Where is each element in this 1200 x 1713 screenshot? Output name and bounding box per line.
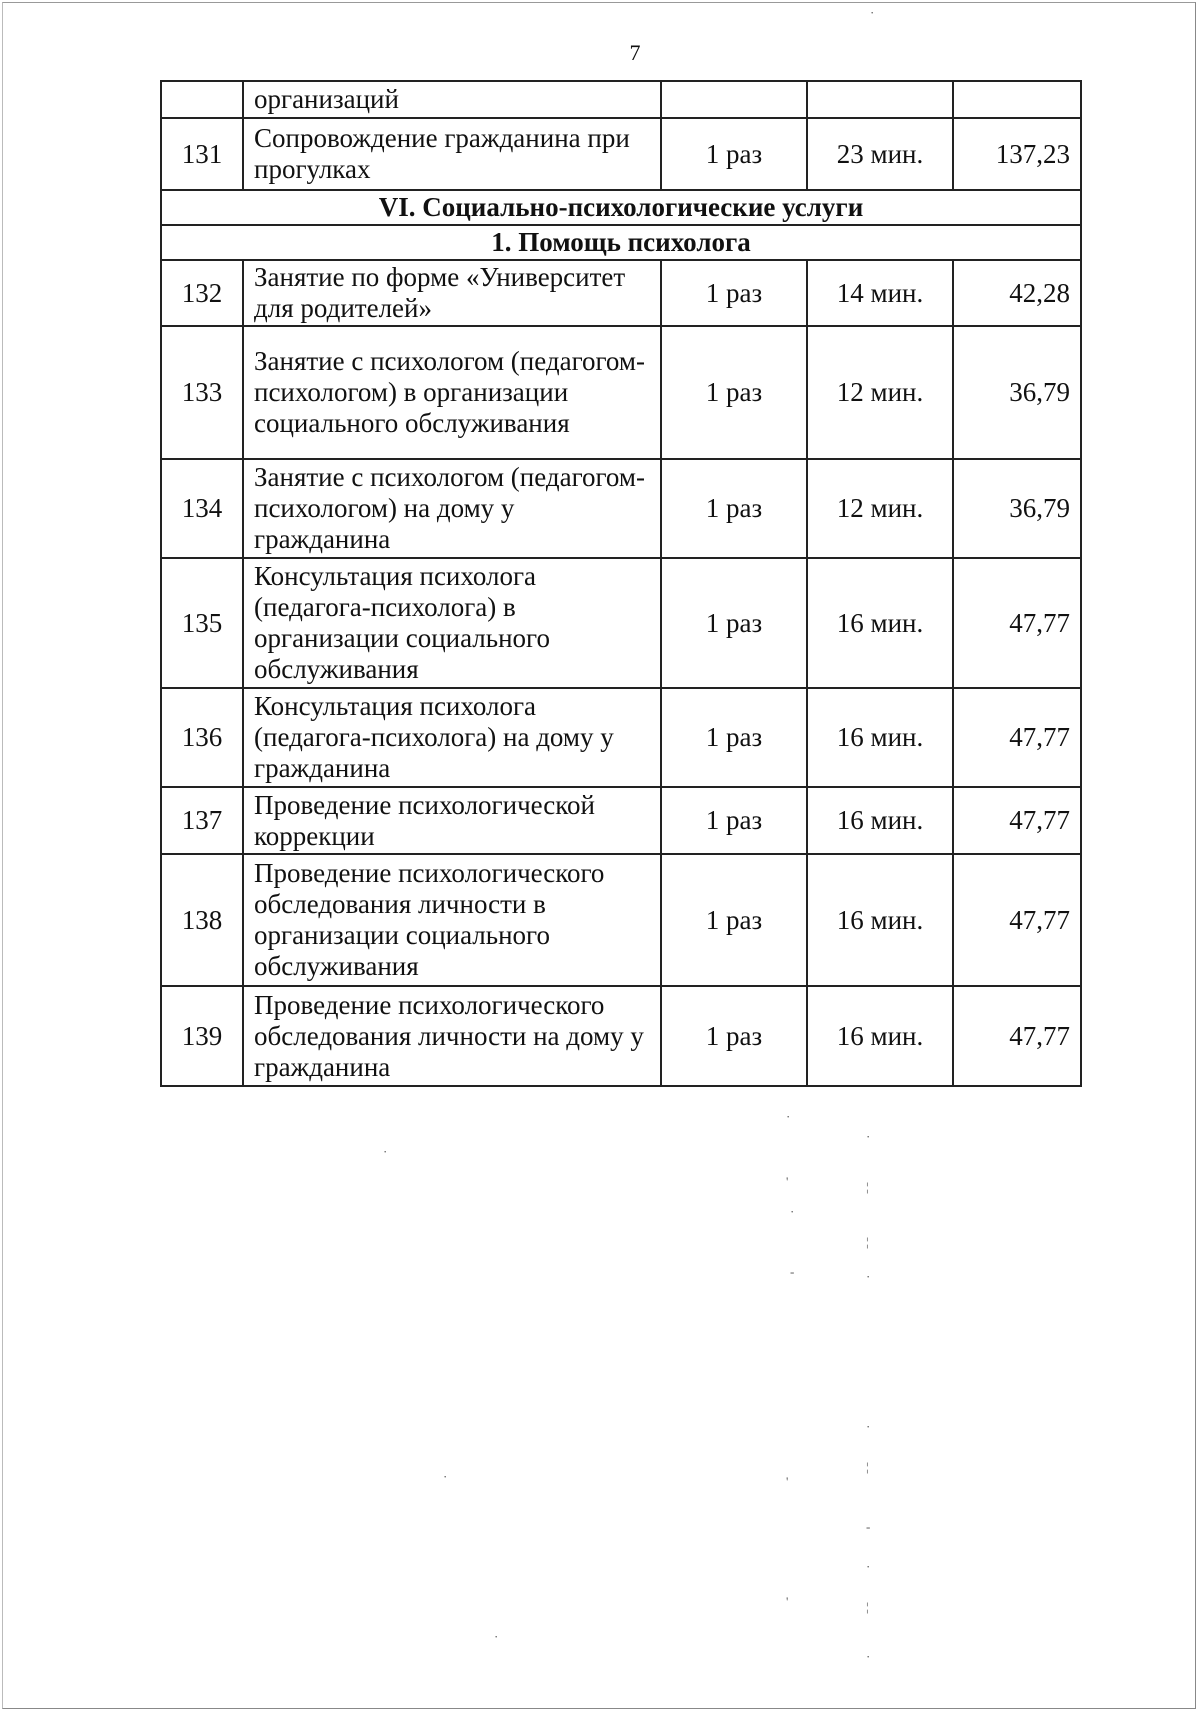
price-cell: 36,79 (953, 326, 1081, 459)
time-cell (807, 81, 953, 118)
table-row (161, 459, 1081, 558)
section-title: VI. Социально-психологические услуги (161, 190, 1081, 225)
scan-speck: - (866, 1519, 871, 1534)
num-cell: 135 (161, 558, 243, 688)
num-cell: 133 (161, 326, 243, 459)
price-cell: 47,77 (953, 986, 1081, 1086)
scan-speck: · (790, 1204, 795, 1219)
table-row (161, 986, 1081, 1086)
scan-speck: ' (786, 1594, 789, 1609)
service-name-cell: Сопровождение гражданина при прогулках (243, 118, 661, 190)
frequency-cell: 1 раз (661, 787, 807, 854)
time-cell: 16 мин. (807, 854, 953, 986)
scan-speck: ¦ (866, 1179, 869, 1194)
service-name-cell: Проведение психологического обследования личности в организации социального обслуживания (243, 854, 661, 986)
time-cell: 16 мин. (807, 986, 953, 1086)
time-cell: 12 мин. (807, 459, 953, 558)
num-cell (161, 81, 243, 118)
num-cell: 131 (161, 118, 243, 190)
service-name-cell: Консультация психолога (педагога-психолога) на дому у гражданина (243, 688, 661, 787)
price-cell: 47,77 (953, 787, 1081, 854)
frequency-cell: 1 раз (661, 688, 807, 787)
frequency-cell: 1 раз (661, 986, 807, 1086)
scan-speck: ¦ (866, 1234, 869, 1249)
scan-speck: · (494, 1629, 499, 1644)
frequency-cell: 1 раз (661, 854, 807, 986)
time-cell: 16 мин. (807, 787, 953, 854)
subsection-heading-row (161, 225, 1081, 260)
scan-speck: · (866, 1419, 871, 1434)
time-cell: 14 мин. (807, 260, 953, 326)
price-cell (953, 81, 1081, 118)
scan-speck: ' (786, 1474, 789, 1489)
price-cell: 47,77 (953, 688, 1081, 787)
time-cell: 16 мин. (807, 688, 953, 787)
service-name-cell: организаций (243, 81, 661, 118)
table-row (161, 558, 1081, 688)
scan-speck: ¦ (866, 1459, 869, 1474)
frequency-cell: 1 раз (661, 558, 807, 688)
service-name-cell: Занятие с психологом (педагогом-психологом) на дому у гражданина (243, 459, 661, 558)
scan-speck: · (866, 1559, 871, 1574)
num-cell: 138 (161, 854, 243, 986)
service-name-cell: Занятие по форме «Университет для родителей» (243, 260, 661, 326)
service-name-cell: Проведение психологической коррекции (243, 787, 661, 854)
frequency-cell: 1 раз (661, 326, 807, 459)
price-cell: 47,77 (953, 558, 1081, 688)
table-row (161, 787, 1081, 854)
num-cell: 134 (161, 459, 243, 558)
table-row (161, 260, 1081, 326)
price-cell: 137,23 (953, 118, 1081, 190)
price-cell: 36,79 (953, 459, 1081, 558)
num-cell: 139 (161, 986, 243, 1086)
service-name-cell: Проведение психологического обследования личности на дому у гражданина (243, 986, 661, 1086)
table-row-continued (161, 81, 1081, 118)
services-table (160, 80, 1082, 1087)
page-number: 7 (629, 40, 641, 65)
table-row (161, 118, 1081, 190)
section-heading-row (161, 190, 1081, 225)
scan-speck: · (786, 1109, 791, 1124)
table-row (161, 688, 1081, 787)
service-name-cell: Занятие с психологом (педагогом-психологом) в организации социального обслуживания (243, 326, 661, 459)
frequency-cell (661, 81, 807, 118)
scan-speck: - (790, 1264, 795, 1279)
scan-speck: · (866, 1649, 871, 1664)
num-cell: 137 (161, 787, 243, 854)
time-cell: 12 мин. (807, 326, 953, 459)
scan-speck: · (383, 1144, 388, 1159)
subsection-title: 1. Помощь психолога (161, 225, 1081, 260)
table-row (161, 854, 1081, 986)
frequency-cell: 1 раз (661, 459, 807, 558)
scan-speck: ' (786, 1174, 789, 1189)
time-cell: 23 мин. (807, 118, 953, 190)
frequency-cell: 1 раз (661, 260, 807, 326)
price-cell: 42,28 (953, 260, 1081, 326)
scan-speck: ¦ (866, 1599, 869, 1614)
num-cell: 136 (161, 688, 243, 787)
scan-speck: · (870, 5, 875, 20)
num-cell: 132 (161, 260, 243, 326)
scan-speck: · (866, 1269, 871, 1284)
scan-speck: · (443, 1469, 448, 1484)
time-cell: 16 мин. (807, 558, 953, 688)
price-cell: 47,77 (953, 854, 1081, 986)
frequency-cell: 1 раз (661, 118, 807, 190)
scan-speck: · (866, 1129, 871, 1144)
service-name-cell: Консультация психолога (педагога-психолога) в организации социального обслуживания (243, 558, 661, 688)
table-row (161, 326, 1081, 459)
